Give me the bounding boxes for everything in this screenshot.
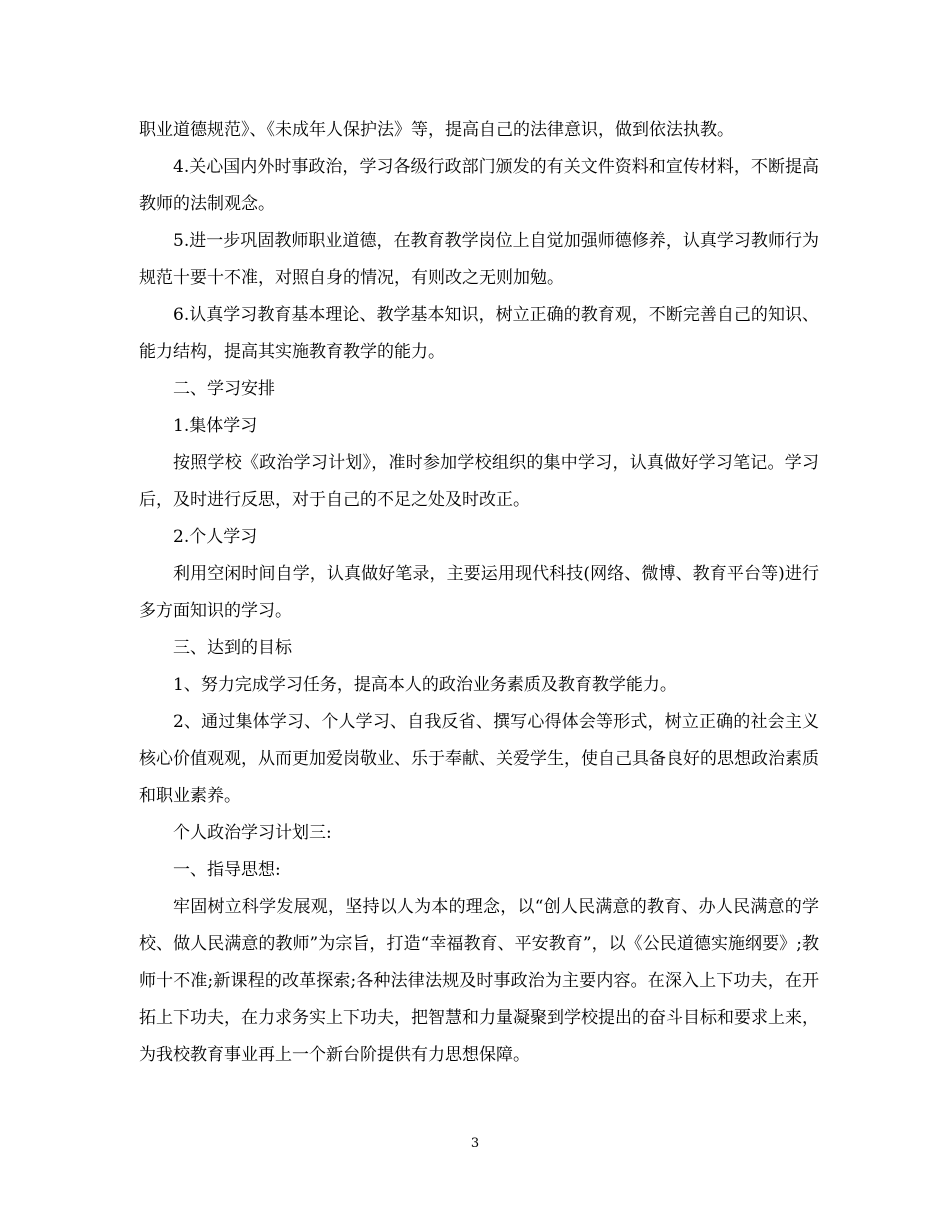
paragraph: 5.进一步巩固教师职业道德，在教育教学岗位上自觉加强师德修养，认真学习教师行为规范十要十不准，对照自身的情况，有则改之无则加勉。 [139, 231, 819, 288]
paragraph: 4.关心国内外时事政治，学习各级行政部门颁发的有关文件资料和宣传材料，不断提高教师的法制观念。 [139, 157, 819, 214]
paragraph: 牢固树立科学发展观，坚持以人为本的理念，以“创人民满意的教育、办人民满意的学校、做人民满意的教师”为宗旨，打造“幸福教育、平安教育”，以《公民道德实施纲要》;教师十不准;新课程的改革探索;各种法律法规及时事政治为主要内容。在深入上下功夫，在开拓上下功夫，在力求务实上下功夫，把智慧和力量凝聚到学校提出的奋斗目标和要求上来，为我校教育事业再上一个新台阶提供有力思想保障。 [139, 897, 819, 1065]
paragraph: 职业道德规范》、《未成年人保护法》等，提高自己的法律意识，做到依法执教。 [139, 120, 734, 140]
paragraph: 2、通过集体学习、个人学习、自我反省、撰写心得体会等形式，树立正确的社会主义核心价值观观，从而更加爱岗敬业、乐于奉献、关爱学生，使自己具备良好的思想政治素质和职业素养。 [139, 712, 819, 806]
subsection-heading: 2.个人学习 [173, 527, 258, 547]
subsection-heading: 1.集体学习 [173, 416, 258, 436]
section-heading: 三、达到的目标 [173, 638, 292, 658]
document-body [139, 112, 819, 1074]
paragraph: 1、努力完成学习任务，提高本人的政治业务素质及教育教学能力。 [173, 675, 677, 695]
paragraph: 利用空闲时间自学，认真做好笔录，主要运用现代科技(网络、微博、教育平台等)进行多方面知识的学习。 [139, 564, 819, 621]
section-heading: 二、学习安排 [173, 379, 275, 399]
section-heading: 个人政治学习计划三: [173, 823, 332, 843]
paragraph: 按照学校《政治学习计划》，准时参加学校组织的集中学习，认真做好学习笔记。学习后，及时进行反思，对于自己的不足之处及时改正。 [139, 453, 819, 510]
section-heading: 一、指导思想: [173, 860, 281, 880]
page-number: 3 [470, 1136, 480, 1151]
paragraph: 6.认真学习教育基本理论、教学基本知识，树立正确的教育观，不断完善自己的知识、能力结构，提高其实施教育教学的能力。 [139, 305, 819, 362]
